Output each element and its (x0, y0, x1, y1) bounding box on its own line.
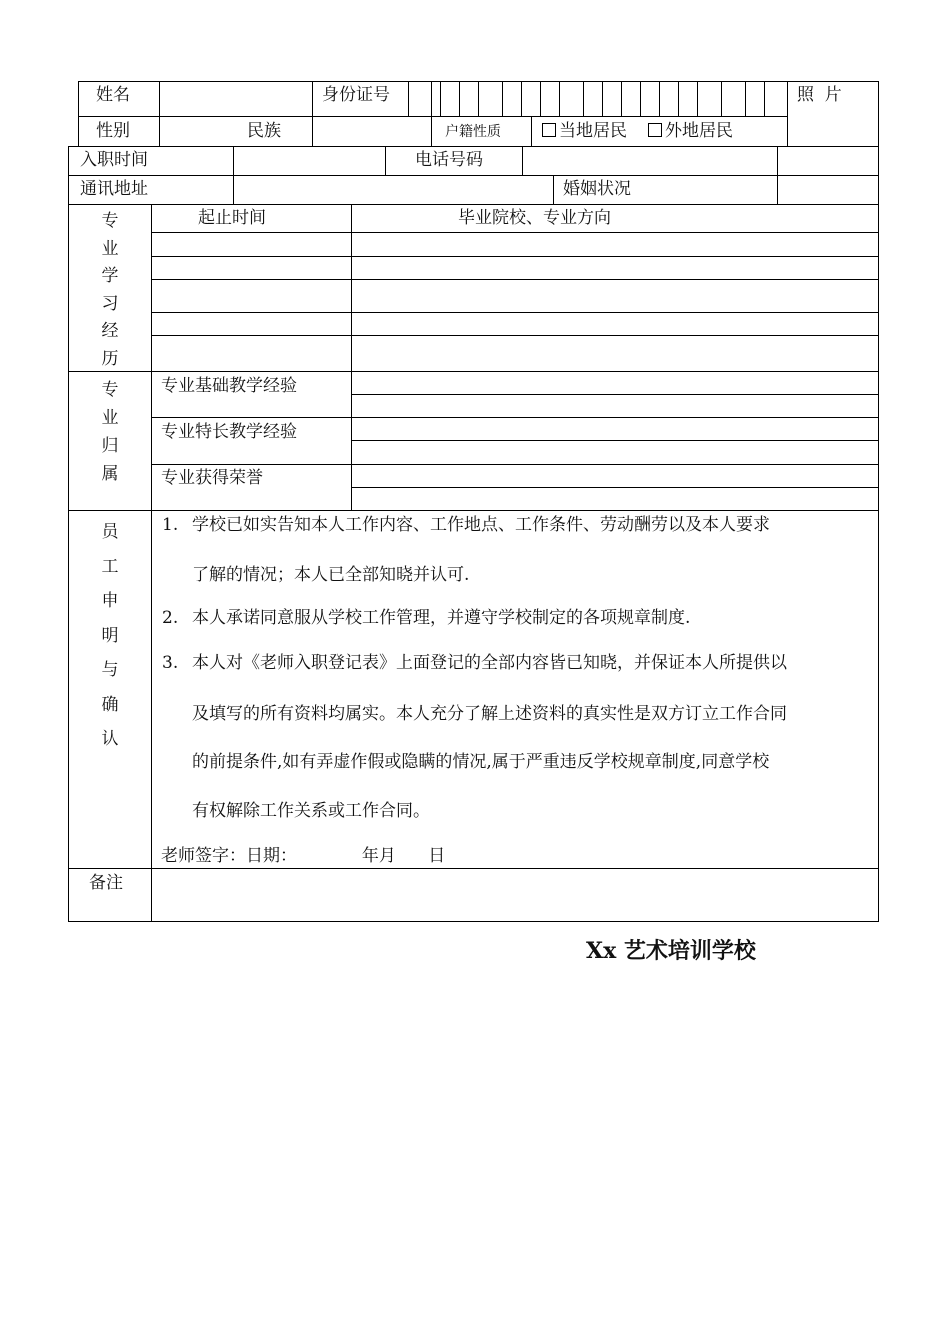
study-history-heading (100, 208, 120, 373)
remarks-label: 备注 (89, 873, 123, 893)
id-number-label: 身份证号 (322, 85, 390, 105)
declaration-number: 2. (162, 608, 179, 628)
basic-teaching-experience-label: 专业基础教学经验 (161, 376, 297, 396)
phone-label: 电话号码 (415, 150, 483, 170)
nonlocal-resident-option[interactable] (648, 121, 733, 141)
hukou-label: 户籍性质 (445, 124, 501, 140)
heading-char: 认 (101, 729, 119, 749)
heading-char: 确 (101, 694, 119, 715)
heading-char: 专 (101, 380, 119, 400)
heading-char: 员 (101, 522, 119, 542)
checkbox-icon[interactable] (542, 123, 556, 137)
heading-char: 工 (101, 556, 119, 577)
declaration-number: 3. (162, 653, 179, 673)
nonlocal-resident-label: 外地居民 (665, 121, 733, 141)
local-resident-option[interactable] (542, 121, 627, 141)
heading-char: 属 (101, 464, 119, 484)
heading-char: 经 (101, 321, 119, 341)
special-teaching-experience-label: 专业特长教学经验 (161, 422, 297, 442)
school-name: Xx 艺术培训学校 (586, 938, 756, 964)
declaration-line: 有权解除工作关系或工作合同。 (192, 801, 430, 821)
study-school-header: 毕业院校、专业方向 (458, 208, 611, 228)
declaration-number: 1. (162, 515, 179, 535)
heading-char: 业 (101, 238, 119, 259)
professional-belonging-heading (100, 376, 120, 488)
heading-char: 学 (101, 266, 119, 286)
heading-char: 历 (101, 348, 119, 369)
heading-char: 归 (101, 436, 119, 456)
marital-status-label: 婚姻状况 (563, 179, 631, 199)
heading-char: 与 (101, 660, 119, 680)
heading-char: 习 (101, 293, 119, 314)
declaration-line: 及填写的所有资料均属实。本人充分了解上述资料的真实性是双方订立工作合同 (192, 704, 787, 724)
heading-char: 业 (101, 408, 119, 428)
heading-char: 申 (101, 591, 119, 611)
declaration-line: 的前提条件,如有弄虚作假或隐瞒的情况,属于严重违反学校规章制度,同意学校 (192, 752, 770, 772)
study-period-header: 起止时间 (198, 208, 266, 228)
name-label: 姓名 (96, 85, 130, 105)
honors-label: 专业获得荣誉 (161, 468, 263, 488)
local-resident-label: 当地居民 (559, 121, 627, 141)
declaration-line: 本人承诺同意服从学校工作管理，并遵守学校制定的各项规章制度. (192, 608, 691, 628)
declaration-line: 了解的情况；本人已全部知晓并认可. (192, 565, 470, 585)
join-date-label: 入职时间 (80, 150, 148, 170)
declaration-heading (100, 515, 120, 757)
photo-label: 照 片 (797, 85, 842, 105)
address-label: 通讯地址 (80, 179, 148, 199)
ethnicity-label: 民族 (247, 121, 281, 141)
declaration-line: 学校已如实告知本人工作内容、工作地点、工作条件、劳动酬劳以及本人要求 (192, 515, 770, 535)
teacher-signature-line: 老师签字：日期： 年月 日 (161, 846, 446, 866)
checkbox-icon[interactable] (648, 123, 662, 137)
heading-char: 明 (101, 625, 119, 646)
declaration-line: 本人对《老师入职登记表》上面登记的全部内容皆已知晓，并保证本人所提供以 (192, 653, 787, 673)
heading-char: 专 (101, 211, 119, 231)
gender-label: 性别 (96, 121, 130, 141)
